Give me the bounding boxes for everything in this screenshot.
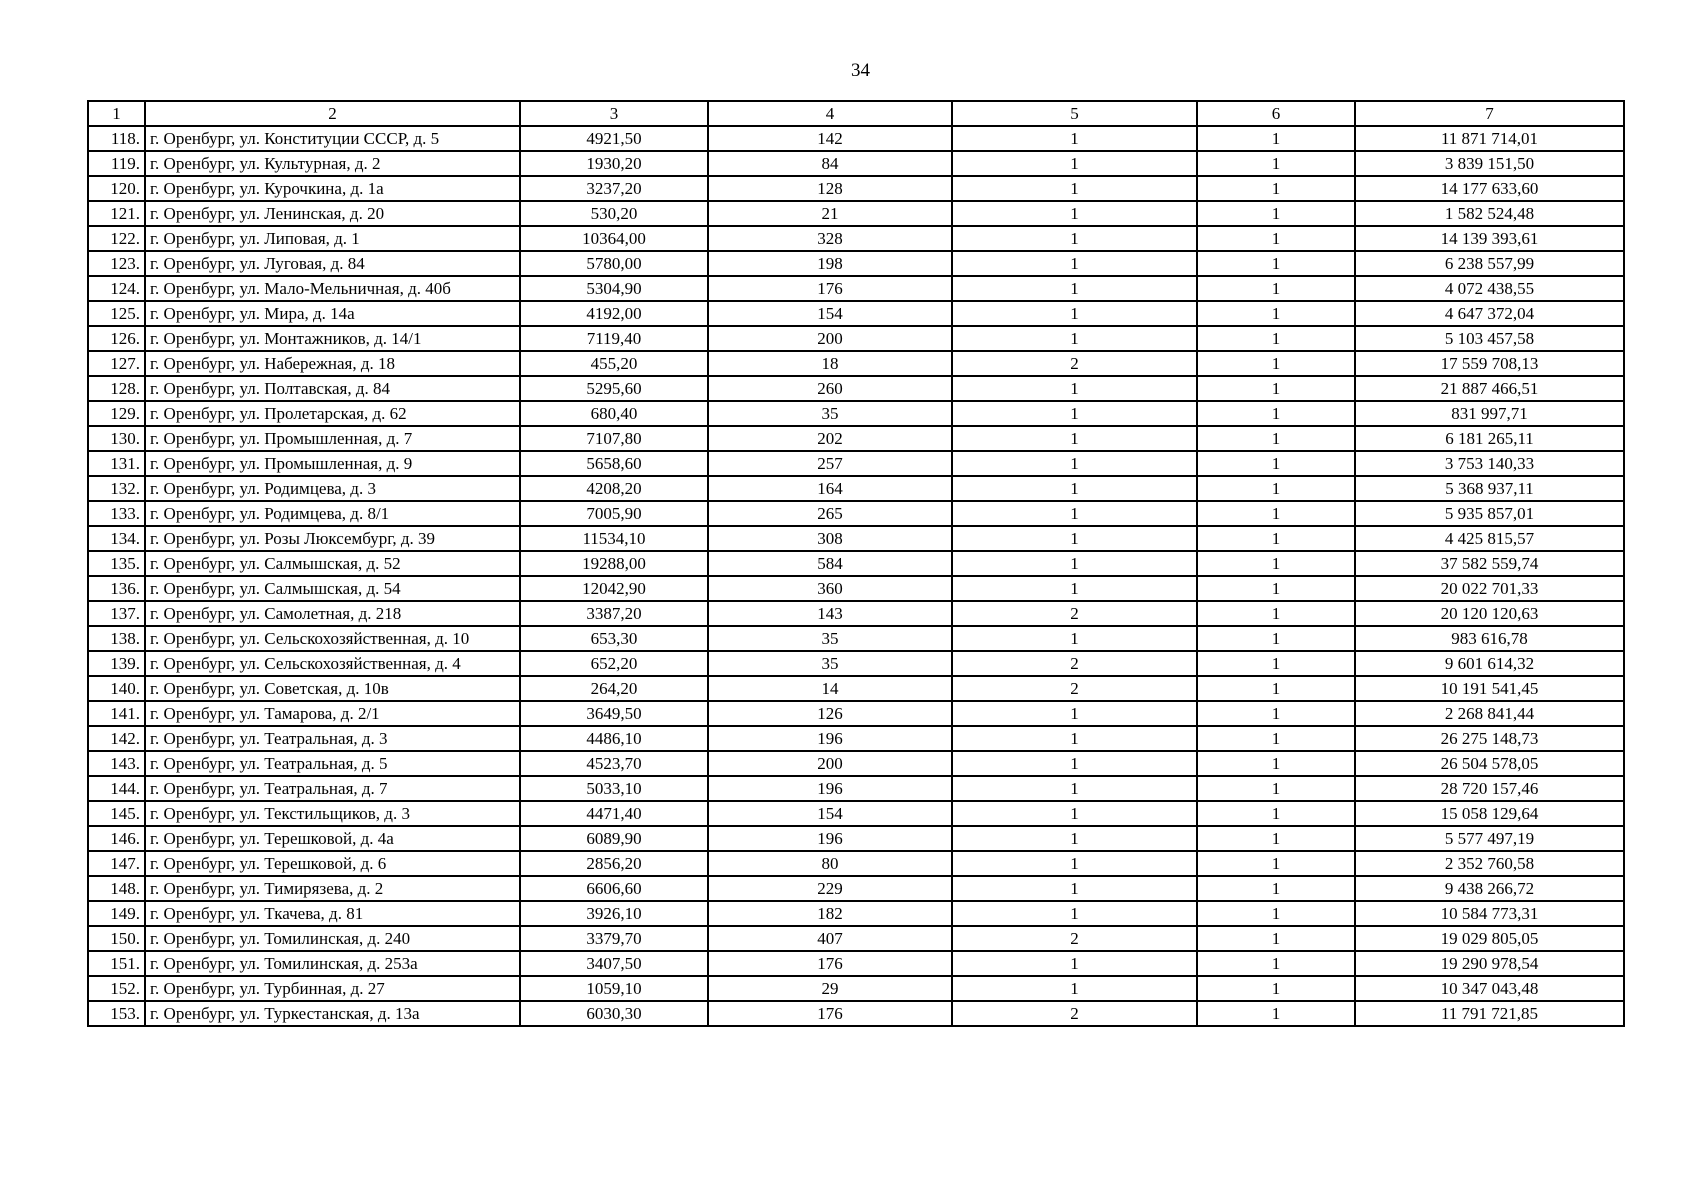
col-6-cell: 1 — [1197, 151, 1355, 176]
address-cell: г. Оренбург, ул. Сельскохозяйственная, д. 4 — [145, 651, 520, 676]
area-cell: 2856,20 — [520, 851, 708, 876]
amount-cell: 11 871 714,01 — [1355, 126, 1624, 151]
area-cell: 653,30 — [520, 626, 708, 651]
amount-cell: 19 290 978,54 — [1355, 951, 1624, 976]
address-cell: г. Оренбург, ул. Ткачева, д. 81 — [145, 901, 520, 926]
col-5-cell: 1 — [952, 801, 1197, 826]
col-4-cell: 182 — [708, 901, 952, 926]
row-number-cell: 130. — [88, 426, 145, 451]
table-row — [88, 1001, 1624, 1026]
address-cell: г. Оренбург, ул. Тамарова, д. 2/1 — [145, 701, 520, 726]
col-5-cell: 2 — [952, 1001, 1197, 1026]
row-number-cell: 121. — [88, 201, 145, 226]
table-row — [88, 201, 1624, 226]
area-cell: 455,20 — [520, 351, 708, 376]
col-6-cell: 1 — [1197, 451, 1355, 476]
col-5-cell: 1 — [952, 151, 1197, 176]
col-6-cell: 1 — [1197, 576, 1355, 601]
table-row — [88, 226, 1624, 251]
col-5-cell: 1 — [952, 751, 1197, 776]
col-5-cell: 1 — [952, 276, 1197, 301]
area-cell: 4486,10 — [520, 726, 708, 751]
table-row — [88, 151, 1624, 176]
col-4-cell: 360 — [708, 576, 952, 601]
row-number-cell: 143. — [88, 751, 145, 776]
col-5-cell: 2 — [952, 601, 1197, 626]
table-row — [88, 501, 1624, 526]
area-cell: 5295,60 — [520, 376, 708, 401]
amount-cell: 20 120 120,63 — [1355, 601, 1624, 626]
address-cell: г. Оренбург, ул. Родимцева, д. 8/1 — [145, 501, 520, 526]
col-6-cell: 1 — [1197, 826, 1355, 851]
column-header: 4 — [708, 101, 952, 126]
col-5-cell: 1 — [952, 901, 1197, 926]
col-4-cell: 176 — [708, 951, 952, 976]
col-5-cell: 1 — [952, 126, 1197, 151]
area-cell: 264,20 — [520, 676, 708, 701]
column-header: 3 — [520, 101, 708, 126]
table-row — [88, 301, 1624, 326]
col-5-cell: 2 — [952, 651, 1197, 676]
amount-cell: 5 368 937,11 — [1355, 476, 1624, 501]
row-number-cell: 125. — [88, 301, 145, 326]
col-4-cell: 308 — [708, 526, 952, 551]
col-6-cell: 1 — [1197, 701, 1355, 726]
col-5-cell: 1 — [952, 876, 1197, 901]
table-row — [88, 426, 1624, 451]
amount-cell: 17 559 708,13 — [1355, 351, 1624, 376]
area-cell: 680,40 — [520, 401, 708, 426]
row-number-cell: 132. — [88, 476, 145, 501]
col-4-cell: 196 — [708, 776, 952, 801]
address-cell: г. Оренбург, ул. Туркестанская, д. 13а — [145, 1001, 520, 1026]
amount-cell: 2 352 760,58 — [1355, 851, 1624, 876]
row-number-cell: 141. — [88, 701, 145, 726]
amount-cell: 11 791 721,85 — [1355, 1001, 1624, 1026]
col-4-cell: 35 — [708, 651, 952, 676]
col-5-cell: 1 — [952, 401, 1197, 426]
table-row — [88, 776, 1624, 801]
col-6-cell: 1 — [1197, 551, 1355, 576]
col-4-cell: 35 — [708, 401, 952, 426]
table-row — [88, 651, 1624, 676]
table-row — [88, 551, 1624, 576]
col-5-cell: 1 — [952, 501, 1197, 526]
col-4-cell: 200 — [708, 326, 952, 351]
address-cell: г. Оренбург, ул. Конституции СССР, д. 5 — [145, 126, 520, 151]
address-cell: г. Оренбург, ул. Театральная, д. 5 — [145, 751, 520, 776]
address-cell: г. Оренбург, ул. Советская, д. 10в — [145, 676, 520, 701]
col-5-cell: 1 — [952, 251, 1197, 276]
col-6-cell: 1 — [1197, 301, 1355, 326]
col-4-cell: 260 — [708, 376, 952, 401]
address-cell: г. Оренбург, ул. Мира, д. 14а — [145, 301, 520, 326]
col-5-cell: 1 — [952, 826, 1197, 851]
col-5-cell: 2 — [952, 926, 1197, 951]
amount-cell: 9 601 614,32 — [1355, 651, 1624, 676]
amount-cell: 3 753 140,33 — [1355, 451, 1624, 476]
col-4-cell: 164 — [708, 476, 952, 501]
area-cell: 3387,20 — [520, 601, 708, 626]
amount-cell: 26 275 148,73 — [1355, 726, 1624, 751]
table-row — [88, 601, 1624, 626]
col-6-cell: 1 — [1197, 501, 1355, 526]
col-4-cell: 154 — [708, 801, 952, 826]
amount-cell: 5 935 857,01 — [1355, 501, 1624, 526]
col-6-cell: 1 — [1197, 876, 1355, 901]
address-cell: г. Оренбург, ул. Родимцева, д. 3 — [145, 476, 520, 501]
column-header: 1 — [88, 101, 145, 126]
table-row — [88, 876, 1624, 901]
col-6-cell: 1 — [1197, 776, 1355, 801]
area-cell: 5033,10 — [520, 776, 708, 801]
area-cell: 3407,50 — [520, 951, 708, 976]
col-5-cell: 1 — [952, 451, 1197, 476]
row-number-cell: 151. — [88, 951, 145, 976]
area-cell: 1059,10 — [520, 976, 708, 1001]
col-5-cell: 1 — [952, 476, 1197, 501]
area-cell: 3237,20 — [520, 176, 708, 201]
row-number-cell: 135. — [88, 551, 145, 576]
row-number-cell: 137. — [88, 601, 145, 626]
area-cell: 6089,90 — [520, 826, 708, 851]
area-cell: 12042,90 — [520, 576, 708, 601]
address-cell: г. Оренбург, ул. Монтажников, д. 14/1 — [145, 326, 520, 351]
col-5-cell: 1 — [952, 551, 1197, 576]
address-cell: г. Оренбург, ул. Текстильщиков, д. 3 — [145, 801, 520, 826]
col-6-cell: 1 — [1197, 901, 1355, 926]
col-4-cell: 35 — [708, 626, 952, 651]
area-cell: 7005,90 — [520, 501, 708, 526]
row-number-cell: 119. — [88, 151, 145, 176]
address-cell: г. Оренбург, ул. Промышленная, д. 9 — [145, 451, 520, 476]
address-cell: г. Оренбург, ул. Полтавская, д. 84 — [145, 376, 520, 401]
col-6-cell: 1 — [1197, 426, 1355, 451]
address-cell: г. Оренбург, ул. Самолетная, д. 218 — [145, 601, 520, 626]
col-4-cell: 126 — [708, 701, 952, 726]
col-5-cell: 1 — [952, 226, 1197, 251]
col-6-cell: 1 — [1197, 951, 1355, 976]
row-number-cell: 118. — [88, 126, 145, 151]
row-number-cell: 150. — [88, 926, 145, 951]
col-6-cell: 1 — [1197, 326, 1355, 351]
amount-cell: 37 582 559,74 — [1355, 551, 1624, 576]
address-cell: г. Оренбург, ул. Тимирязева, д. 2 — [145, 876, 520, 901]
amount-cell: 10 191 541,45 — [1355, 676, 1624, 701]
col-5-cell: 1 — [952, 376, 1197, 401]
col-4-cell: 29 — [708, 976, 952, 1001]
row-number-cell: 153. — [88, 1001, 145, 1026]
col-5-cell: 1 — [952, 576, 1197, 601]
col-6-cell: 1 — [1197, 526, 1355, 551]
area-cell: 7107,80 — [520, 426, 708, 451]
col-5-cell: 1 — [952, 976, 1197, 1001]
col-6-cell: 1 — [1197, 126, 1355, 151]
address-cell: г. Оренбург, ул. Томилинская, д. 240 — [145, 926, 520, 951]
amount-cell: 14 177 633,60 — [1355, 176, 1624, 201]
col-6-cell: 1 — [1197, 251, 1355, 276]
col-4-cell: 328 — [708, 226, 952, 251]
table-row — [88, 351, 1624, 376]
col-4-cell: 229 — [708, 876, 952, 901]
amount-cell: 983 616,78 — [1355, 626, 1624, 651]
table-row — [88, 251, 1624, 276]
col-4-cell: 14 — [708, 676, 952, 701]
table-row — [88, 626, 1624, 651]
amount-cell: 19 029 805,05 — [1355, 926, 1624, 951]
col-5-cell: 1 — [952, 176, 1197, 201]
col-5-cell: 1 — [952, 951, 1197, 976]
col-6-cell: 1 — [1197, 401, 1355, 426]
address-cell: г. Оренбург, ул. Розы Люксембург, д. 39 — [145, 526, 520, 551]
col-6-cell: 1 — [1197, 751, 1355, 776]
amount-cell: 20 022 701,33 — [1355, 576, 1624, 601]
address-cell: г. Оренбург, ул. Томилинская, д. 253а — [145, 951, 520, 976]
col-5-cell: 1 — [952, 201, 1197, 226]
col-6-cell: 1 — [1197, 651, 1355, 676]
address-cell: г. Оренбург, ул. Театральная, д. 7 — [145, 776, 520, 801]
col-5-cell: 1 — [952, 626, 1197, 651]
amount-cell: 9 438 266,72 — [1355, 876, 1624, 901]
address-cell: г. Оренбург, ул. Салмышская, д. 52 — [145, 551, 520, 576]
col-5-cell: 1 — [952, 701, 1197, 726]
amount-cell: 6 238 557,99 — [1355, 251, 1624, 276]
column-header: 7 — [1355, 101, 1624, 126]
amount-cell: 21 887 466,51 — [1355, 376, 1624, 401]
address-cell: г. Оренбург, ул. Луговая, д. 84 — [145, 251, 520, 276]
area-cell: 1930,20 — [520, 151, 708, 176]
table-row — [88, 126, 1624, 151]
area-cell: 5304,90 — [520, 276, 708, 301]
area-cell: 7119,40 — [520, 326, 708, 351]
row-number-cell: 134. — [88, 526, 145, 551]
address-cell: г. Оренбург, ул. Терешковой, д. 4а — [145, 826, 520, 851]
col-4-cell: 18 — [708, 351, 952, 376]
address-cell: г. Оренбург, ул. Турбинная, д. 27 — [145, 976, 520, 1001]
table-row — [88, 901, 1624, 926]
registry-table — [87, 100, 1625, 1027]
col-5-cell: 1 — [952, 526, 1197, 551]
table-header-row — [88, 101, 1624, 126]
row-number-cell: 129. — [88, 401, 145, 426]
col-4-cell: 257 — [708, 451, 952, 476]
address-cell: г. Оренбург, ул. Салмышская, д. 54 — [145, 576, 520, 601]
address-cell: г. Оренбург, ул. Сельскохозяйственная, д. 10 — [145, 626, 520, 651]
col-4-cell: 21 — [708, 201, 952, 226]
table-row — [88, 451, 1624, 476]
col-6-cell: 1 — [1197, 676, 1355, 701]
table-row — [88, 726, 1624, 751]
area-cell: 3379,70 — [520, 926, 708, 951]
table-row — [88, 976, 1624, 1001]
row-number-cell: 126. — [88, 326, 145, 351]
amount-cell: 4 647 372,04 — [1355, 301, 1624, 326]
row-number-cell: 148. — [88, 876, 145, 901]
table-row — [88, 526, 1624, 551]
row-number-cell: 140. — [88, 676, 145, 701]
col-5-cell: 2 — [952, 676, 1197, 701]
col-6-cell: 1 — [1197, 926, 1355, 951]
address-cell: г. Оренбург, ул. Терешковой, д. 6 — [145, 851, 520, 876]
table-row — [88, 751, 1624, 776]
address-cell: г. Оренбург, ул. Театральная, д. 3 — [145, 726, 520, 751]
row-number-cell: 146. — [88, 826, 145, 851]
row-number-cell: 131. — [88, 451, 145, 476]
table-row — [88, 676, 1624, 701]
area-cell: 6606,60 — [520, 876, 708, 901]
area-cell: 652,20 — [520, 651, 708, 676]
row-number-cell: 138. — [88, 626, 145, 651]
amount-cell: 26 504 578,05 — [1355, 751, 1624, 776]
amount-cell: 3 839 151,50 — [1355, 151, 1624, 176]
amount-cell: 5 103 457,58 — [1355, 326, 1624, 351]
col-6-cell: 1 — [1197, 201, 1355, 226]
row-number-cell: 133. — [88, 501, 145, 526]
amount-cell: 14 139 393,61 — [1355, 226, 1624, 251]
row-number-cell: 128. — [88, 376, 145, 401]
address-cell: г. Оренбург, ул. Ленинская, д. 20 — [145, 201, 520, 226]
area-cell: 6030,30 — [520, 1001, 708, 1026]
row-number-cell: 144. — [88, 776, 145, 801]
col-5-cell: 1 — [952, 776, 1197, 801]
col-4-cell: 407 — [708, 926, 952, 951]
col-5-cell: 1 — [952, 426, 1197, 451]
area-cell: 3649,50 — [520, 701, 708, 726]
table-row — [88, 926, 1624, 951]
table-row — [88, 701, 1624, 726]
row-number-cell: 139. — [88, 651, 145, 676]
column-header: 6 — [1197, 101, 1355, 126]
row-number-cell: 136. — [88, 576, 145, 601]
area-cell: 11534,10 — [520, 526, 708, 551]
amount-cell: 10 584 773,31 — [1355, 901, 1624, 926]
col-6-cell: 1 — [1197, 376, 1355, 401]
amount-cell: 831 997,71 — [1355, 401, 1624, 426]
amount-cell: 1 582 524,48 — [1355, 201, 1624, 226]
amount-cell: 5 577 497,19 — [1355, 826, 1624, 851]
col-4-cell: 202 — [708, 426, 952, 451]
area-cell: 4208,20 — [520, 476, 708, 501]
row-number-cell: 147. — [88, 851, 145, 876]
row-number-cell: 145. — [88, 801, 145, 826]
col-4-cell: 84 — [708, 151, 952, 176]
amount-cell: 28 720 157,46 — [1355, 776, 1624, 801]
col-5-cell: 1 — [952, 726, 1197, 751]
address-cell: г. Оренбург, ул. Пролетарская, д. 62 — [145, 401, 520, 426]
table-row — [88, 576, 1624, 601]
area-cell: 4921,50 — [520, 126, 708, 151]
address-cell: г. Оренбург, ул. Промышленная, д. 7 — [145, 426, 520, 451]
col-6-cell: 1 — [1197, 476, 1355, 501]
table-row — [88, 826, 1624, 851]
col-6-cell: 1 — [1197, 351, 1355, 376]
col-4-cell: 154 — [708, 301, 952, 326]
table-row — [88, 801, 1624, 826]
col-4-cell: 198 — [708, 251, 952, 276]
col-6-cell: 1 — [1197, 626, 1355, 651]
area-cell: 5658,60 — [520, 451, 708, 476]
row-number-cell: 122. — [88, 226, 145, 251]
row-number-cell: 149. — [88, 901, 145, 926]
col-5-cell: 1 — [952, 326, 1197, 351]
amount-cell: 4 425 815,57 — [1355, 526, 1624, 551]
table-row — [88, 951, 1624, 976]
col-4-cell: 142 — [708, 126, 952, 151]
area-cell: 4523,70 — [520, 751, 708, 776]
row-number-cell: 120. — [88, 176, 145, 201]
column-header: 5 — [952, 101, 1197, 126]
column-header: 2 — [145, 101, 520, 126]
table-row — [88, 851, 1624, 876]
address-cell: г. Оренбург, ул. Культурная, д. 2 — [145, 151, 520, 176]
amount-cell: 15 058 129,64 — [1355, 801, 1624, 826]
table-row — [88, 476, 1624, 501]
area-cell: 4192,00 — [520, 301, 708, 326]
col-6-cell: 1 — [1197, 801, 1355, 826]
address-cell: г. Оренбург, ул. Мало-Мельничная, д. 40б — [145, 276, 520, 301]
col-4-cell: 265 — [708, 501, 952, 526]
col-4-cell: 80 — [708, 851, 952, 876]
col-6-cell: 1 — [1197, 226, 1355, 251]
col-4-cell: 196 — [708, 826, 952, 851]
area-cell: 530,20 — [520, 201, 708, 226]
row-number-cell: 124. — [88, 276, 145, 301]
col-6-cell: 1 — [1197, 976, 1355, 1001]
table-body — [88, 126, 1624, 1026]
col-4-cell: 584 — [708, 551, 952, 576]
table-row — [88, 176, 1624, 201]
col-5-cell: 1 — [952, 301, 1197, 326]
col-4-cell: 200 — [708, 751, 952, 776]
amount-cell: 10 347 043,48 — [1355, 976, 1624, 1001]
col-5-cell: 2 — [952, 351, 1197, 376]
col-4-cell: 143 — [708, 601, 952, 626]
area-cell: 10364,00 — [520, 226, 708, 251]
col-6-cell: 1 — [1197, 176, 1355, 201]
col-6-cell: 1 — [1197, 851, 1355, 876]
table-row — [88, 326, 1624, 351]
address-cell: г. Оренбург, ул. Набережная, д. 18 — [145, 351, 520, 376]
col-4-cell: 176 — [708, 276, 952, 301]
row-number-cell: 152. — [88, 976, 145, 1001]
col-5-cell: 1 — [952, 851, 1197, 876]
row-number-cell: 123. — [88, 251, 145, 276]
page-number: 34 — [851, 60, 870, 81]
col-6-cell: 1 — [1197, 1001, 1355, 1026]
address-cell: г. Оренбург, ул. Курочкина, д. 1а — [145, 176, 520, 201]
row-number-cell: 142. — [88, 726, 145, 751]
col-4-cell: 128 — [708, 176, 952, 201]
col-4-cell: 196 — [708, 726, 952, 751]
address-cell: г. Оренбург, ул. Липовая, д. 1 — [145, 226, 520, 251]
col-6-cell: 1 — [1197, 601, 1355, 626]
col-6-cell: 1 — [1197, 276, 1355, 301]
col-4-cell: 176 — [708, 1001, 952, 1026]
amount-cell: 2 268 841,44 — [1355, 701, 1624, 726]
table-row — [88, 401, 1624, 426]
area-cell: 19288,00 — [520, 551, 708, 576]
amount-cell: 6 181 265,11 — [1355, 426, 1624, 451]
area-cell: 5780,00 — [520, 251, 708, 276]
col-6-cell: 1 — [1197, 726, 1355, 751]
area-cell: 4471,40 — [520, 801, 708, 826]
area-cell: 3926,10 — [520, 901, 708, 926]
row-number-cell: 127. — [88, 351, 145, 376]
table-row — [88, 276, 1624, 301]
amount-cell: 4 072 438,55 — [1355, 276, 1624, 301]
table-row — [88, 376, 1624, 401]
